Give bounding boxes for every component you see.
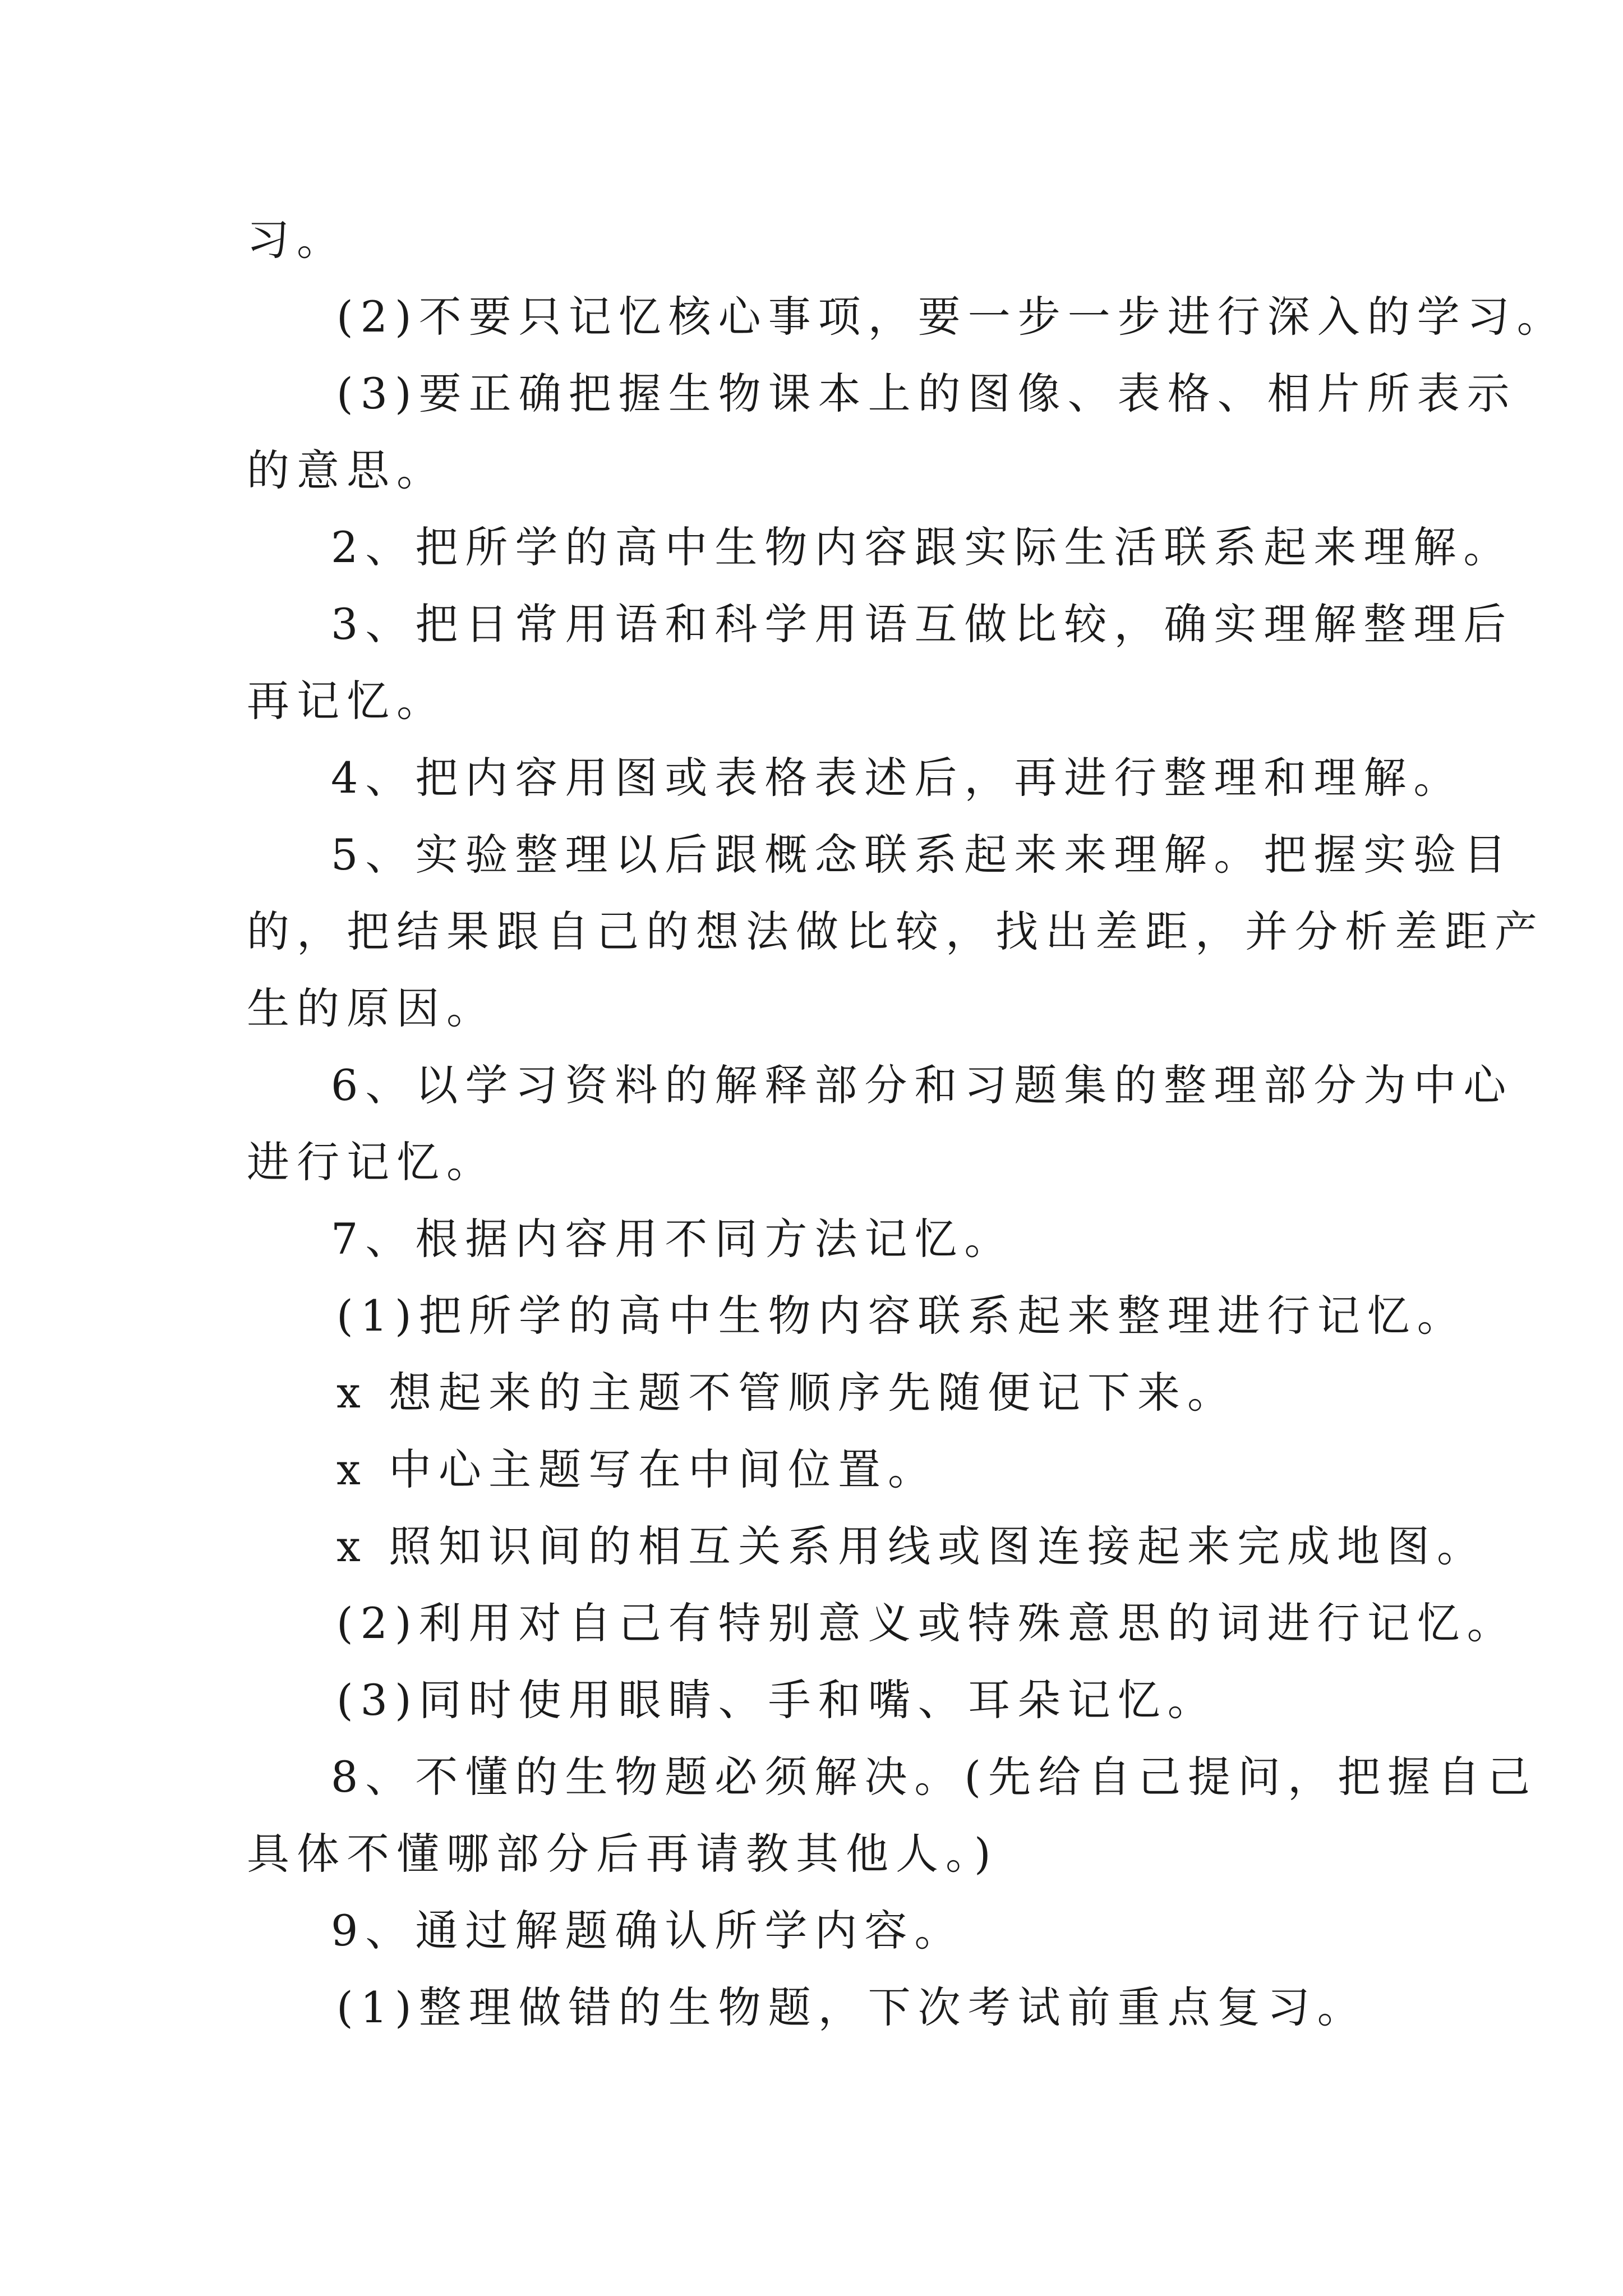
text-line: (3)要正确把握生物课本上的图像、表格、相片所表示 [336,369,1517,418]
text-line: x 想起来的主题不管顺序先随便记下来。 [336,1368,1238,1418]
text-line: 6、以学习资料的解释部分和习题集的整理部分为中心 [331,1060,1514,1110]
text-line: 生的原因。 [247,983,496,1033]
text-line: 8、不懂的生物题必须解决。(先给自己提问，把握自己 [331,1752,1538,1802]
text-line: (2)利用对自己有特别意义或特殊意思的词进行记忆。 [336,1598,1517,1648]
text-line: x 照知识间的相互关系用线或图连接起来完成地图。 [336,1521,1487,1571]
text-line: 3、把日常用语和科学用语互做比较，确实理解整理后 [331,599,1514,649]
text-line: (1)整理做错的生物题，下次考试前重点复习。 [336,1982,1367,2032]
text-line: 的意思。 [247,445,446,495]
text-line: 2、把所学的高中生物内容跟实际生活联系起来理解。 [331,522,1514,572]
text-line: x 中心主题写在中间位置。 [336,1444,938,1494]
text-line: 4、把内容用图或表格表述后，再进行整理和理解。 [331,753,1464,803]
text-line: 进行记忆。 [247,1137,496,1187]
text-line: 再记忆。 [247,676,446,726]
text-line: 7、根据内容用不同方法记忆。 [331,1214,1015,1264]
text-line: (2)不要只记忆核心事项，要一步一步进行深入的学习。 [336,292,1567,342]
text-line: 习。 [247,215,347,265]
text-line: (1)把所学的高中生物内容联系起来整理进行记忆。 [336,1291,1467,1341]
text-line: 具体不懂哪部分后再请教其他人。) [247,1829,998,1879]
text-line: 5、实验整理以后跟概念联系起来来理解。把握实验目 [331,830,1514,880]
text-line: (3)同时使用眼睛、手和嘴、耳朵记忆。 [336,1675,1218,1725]
text-line: 的，把结果跟自己的想法做比较，找出差距，并分析差距产 [247,907,1544,956]
text-line: 9、通过解题确认所学内容。 [331,1906,965,1955]
